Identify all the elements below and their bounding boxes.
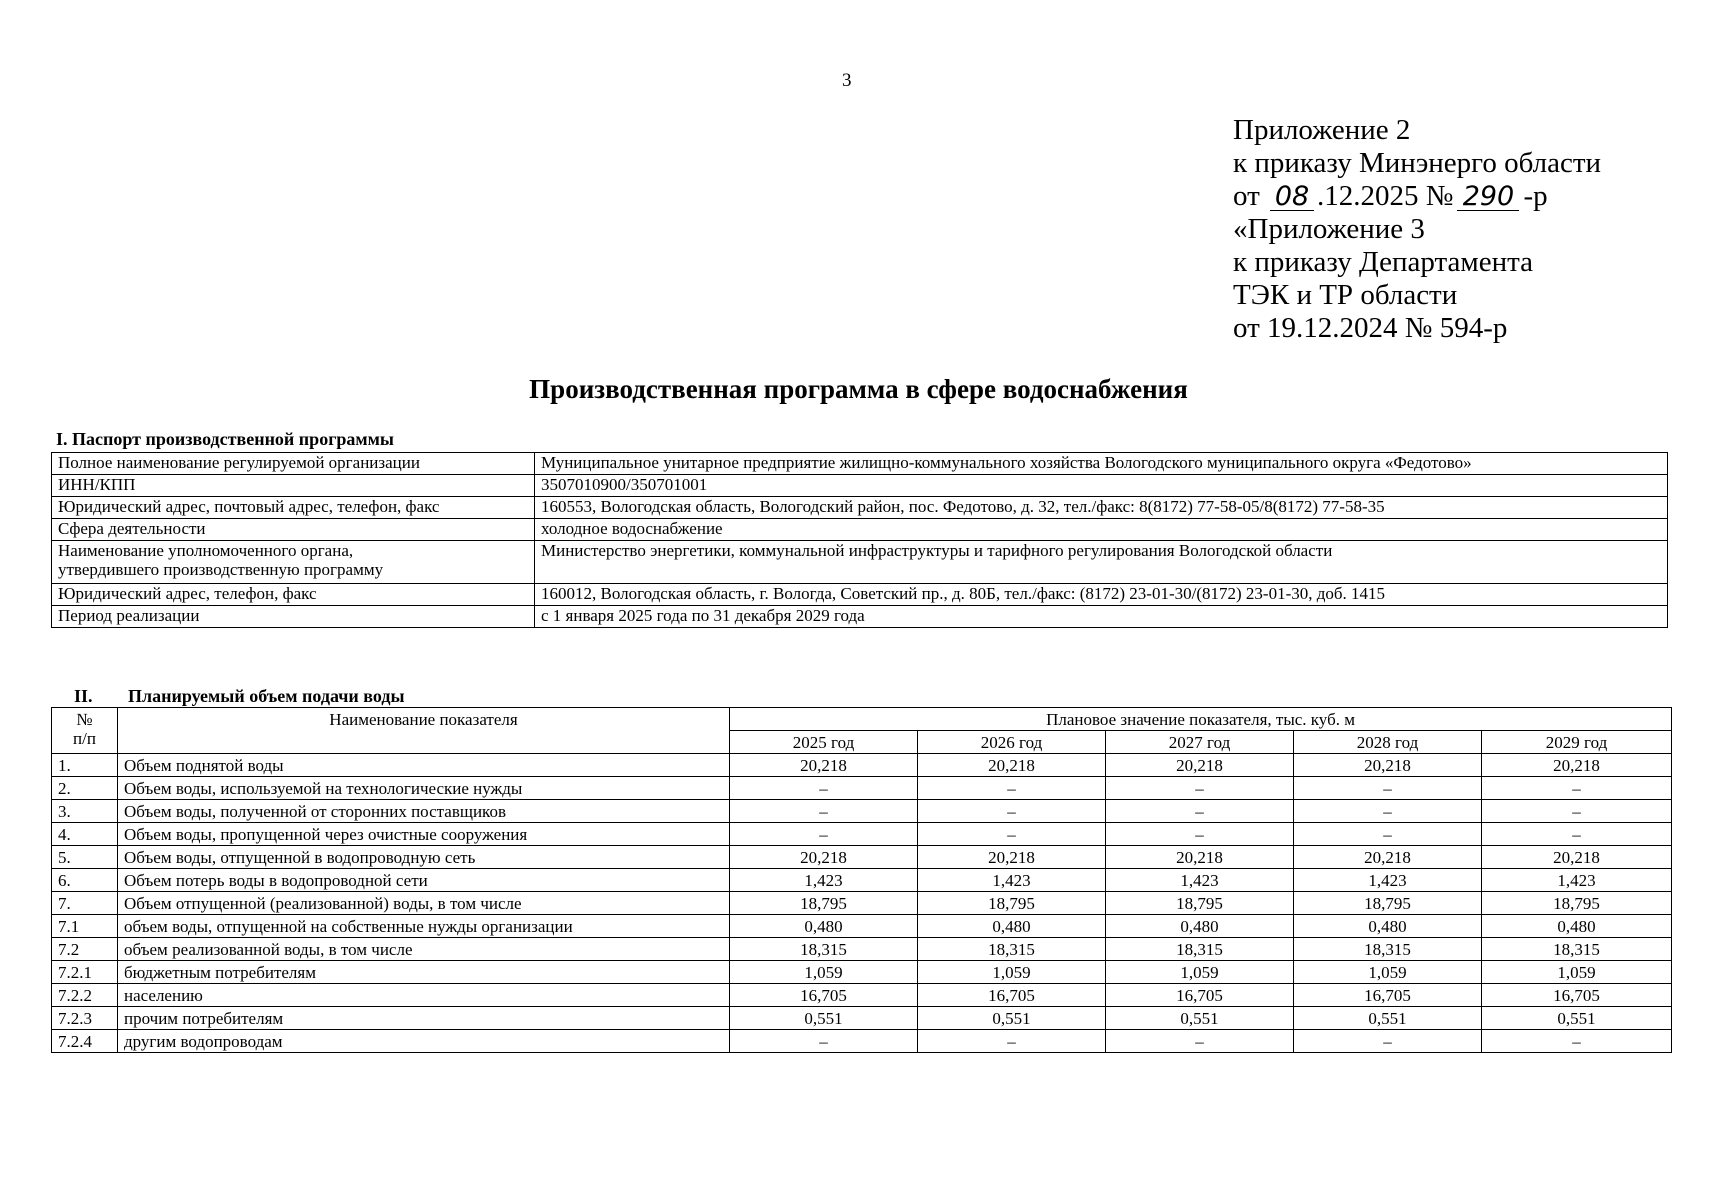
passport-key: ИНН/КПП [52,475,535,497]
row-number: 1. [52,754,118,777]
column-header-year: 2025 год [730,731,918,754]
indicator-value: 0,480 [918,915,1106,938]
indicator-value: 1,423 [1482,869,1672,892]
passport-value: с 1 января 2025 года по 31 декабря 2029 года [535,606,1668,628]
passport-value: 3507010900/350701001 [535,475,1668,497]
indicator-value: 18,795 [1482,892,1672,915]
section-title-text: Планируемый объем подачи воды [128,686,405,706]
indicator-name: Объем воды, пропущенной через очистные сооружения [118,823,730,846]
passport-value: холодное водоснабжение [535,519,1668,541]
indicator-value: 20,218 [1106,846,1294,869]
indicator-value: 16,705 [1482,984,1672,1007]
indicator-value: 0,551 [730,1007,918,1030]
passport-value: 160553, Вологодская область, Вологодский район, пос. Федотово, д. 32, тел./факс: 8(8172) 77-58-05/8(8172) 77-58-35 [535,497,1668,519]
indicator-name: Объем отпущенной (реализованной) воды, в том числе [118,892,730,915]
indicator-value: 16,705 [730,984,918,1007]
indicator-value: – [1482,823,1672,846]
indicator-value: – [1294,823,1482,846]
table-row [52,892,1672,915]
indicator-name: Объем воды, используемой на технологические нужды [118,777,730,800]
indicator-value: 1,423 [730,869,918,892]
indicator-value: – [1482,1030,1672,1053]
indicator-value: 1,423 [1106,869,1294,892]
indicator-value: – [918,823,1106,846]
appendix-order-date-line [1233,180,1601,213]
table-row [52,1007,1672,1030]
table-row [52,961,1672,984]
indicator-value: 20,218 [1482,846,1672,869]
indicator-value: 0,551 [918,1007,1106,1030]
table-header-row [52,708,1672,731]
indicator-value: – [1106,823,1294,846]
passport-value: 160012, Вологодская область, г. Вологда, Советский пр., д. 80Б, тел./факс: (8172) 23-01-30/(8172) 23-01-30, доб. 1415 [535,584,1668,606]
indicator-value: – [918,1030,1106,1053]
indicator-value: 18,795 [1106,892,1294,915]
passport-value: Министерство энергетики, коммунальной инфраструктуры и тарифного регулирования Вологодской области [535,541,1668,584]
indicator-value: 20,218 [1106,754,1294,777]
column-header-year: 2027 год [1106,731,1294,754]
document-title: Производственная программа в сфере водоснабжения [529,374,1188,404]
column-header-indicator: Наименование показателя [118,708,730,754]
section-volume-heading [74,686,405,707]
indicator-value: 18,315 [1106,938,1294,961]
table-row [52,519,1668,541]
table-row [52,1030,1672,1053]
indicator-value: 0,480 [1106,915,1294,938]
indicator-value: 1,059 [730,961,918,984]
appendix-line: ТЭК и ТР области [1233,279,1458,311]
table-row [52,984,1672,1007]
indicator-value: – [1294,800,1482,823]
water-volume-table [51,707,1672,1053]
passport-key: Сфера деятельности [52,519,535,541]
indicator-name: другим водопроводам [118,1030,730,1053]
row-number: 2. [52,777,118,800]
row-number: 7.1 [52,915,118,938]
table-row [52,823,1672,846]
indicator-value: 1,059 [1294,961,1482,984]
row-number: 7.2.2 [52,984,118,1007]
indicator-value: – [1482,777,1672,800]
table-row [52,584,1668,606]
passport-key-line: Наименование уполномоченного органа, [58,541,354,560]
passport-value: Муниципальное унитарное предприятие жилищно-коммунального хозяйства Вологодского муниципального округа «Федотово» [535,453,1668,475]
handwritten-day: 08 [1270,184,1314,211]
indicator-value: 16,705 [918,984,1106,1007]
passport-key: Период реализации [52,606,535,628]
indicator-value: – [730,777,918,800]
indicator-value: 0,551 [1294,1007,1482,1030]
indicator-name: населению [118,984,730,1007]
indicator-value: – [918,800,1106,823]
indicator-value: 0,551 [1482,1007,1672,1030]
passport-key: Юридический адрес, почтовый адрес, телефон, факс [52,497,535,519]
row-number: 6. [52,869,118,892]
passport-table [51,452,1668,628]
section-passport-heading: I. Паспорт производственной программы [56,429,394,449]
passport-key-line: утвердившего производственную программу [58,560,384,579]
indicator-value: 0,480 [730,915,918,938]
indicator-value: – [1294,777,1482,800]
indicator-value: – [1294,1030,1482,1053]
indicator-value: 18,315 [1294,938,1482,961]
table-row [52,869,1672,892]
indicator-value: 0,480 [1294,915,1482,938]
header-line: № [76,710,93,729]
indicator-value: 0,480 [1482,915,1672,938]
column-header-year: 2028 год [1294,731,1482,754]
indicator-value: – [1106,777,1294,800]
row-number: 3. [52,800,118,823]
indicator-value: 18,795 [1294,892,1482,915]
indicator-name: объем реализованной воды, в том числе [118,938,730,961]
indicator-value: 1,059 [918,961,1106,984]
appendix-line: к приказу Департамента [1233,246,1534,278]
table-row [52,938,1672,961]
row-number: 7.2.4 [52,1030,118,1053]
indicator-value: – [730,800,918,823]
passport-key: Полное наименование регулируемой организации [52,453,535,475]
column-header-plan: Плановое значение показателя, тыс. куб. м [730,708,1672,731]
appendix-block [1233,114,1601,345]
indicator-value: – [730,823,918,846]
appendix-line: к приказу Минэнерго области [1233,147,1602,179]
section-number: II. [74,686,93,706]
indicator-value: 20,218 [1294,754,1482,777]
row-number: 7.2 [52,938,118,961]
handwritten-order-number: 290 [1457,184,1519,211]
table-body [52,754,1672,1053]
table-row [52,453,1668,475]
row-number: 7.2.3 [52,1007,118,1030]
indicator-value: 16,705 [1294,984,1482,1007]
indicator-name: Объем воды, отпущенной в водопроводную сеть [118,846,730,869]
indicator-value: 16,705 [1106,984,1294,1007]
indicator-value: 1,423 [918,869,1106,892]
row-number: 5. [52,846,118,869]
header-line: п/п [73,729,96,748]
row-number: 7. [52,892,118,915]
indicator-value: 20,218 [730,846,918,869]
indicator-name: прочим потребителям [118,1007,730,1030]
indicator-value: 1,059 [1106,961,1294,984]
table-row [52,846,1672,869]
appendix-line: «Приложение 3 [1233,213,1425,245]
indicator-value: 18,795 [918,892,1106,915]
table-row [52,541,1668,584]
indicator-name: Объем потерь воды в водопроводной сети [118,869,730,892]
indicator-name: Объем воды, полученной от сторонних поставщиков [118,800,730,823]
indicator-value: 18,315 [1482,938,1672,961]
appendix-line: от 19.12.2024 № 594-р [1233,312,1508,344]
table-row [52,497,1668,519]
indicator-value: 1,423 [1294,869,1482,892]
indicator-name: объем воды, отпущенной на собственные нужды организации [118,915,730,938]
appendix-text: от [1233,180,1260,212]
table-row [52,754,1672,777]
table-row [52,915,1672,938]
table-row [52,800,1672,823]
indicator-value: – [918,777,1106,800]
column-header-year: 2026 год [918,731,1106,754]
indicator-value: 20,218 [1482,754,1672,777]
indicator-value: – [730,1030,918,1053]
indicator-value: 20,218 [918,846,1106,869]
indicator-value: 0,551 [1106,1007,1294,1030]
table-row [52,777,1672,800]
column-header-number [52,708,118,754]
indicator-value: 20,218 [1294,846,1482,869]
page-number: 3 [842,70,852,91]
table-row [52,475,1668,497]
indicator-name: Объем поднятой воды [118,754,730,777]
indicator-value: 20,218 [918,754,1106,777]
indicator-value: – [1482,800,1672,823]
passport-key: Юридический адрес, телефон, факс [52,584,535,606]
indicator-value: 20,218 [730,754,918,777]
indicator-value: 1,059 [1482,961,1672,984]
indicator-value: – [1106,800,1294,823]
indicator-value: 18,315 [918,938,1106,961]
indicator-value: 18,795 [730,892,918,915]
table-row [52,606,1668,628]
appendix-text: .12.2025 № [1317,180,1454,212]
passport-key [52,541,535,584]
appendix-text: -р [1523,180,1548,212]
row-number: 7.2.1 [52,961,118,984]
indicator-value: 18,315 [730,938,918,961]
column-header-year: 2029 год [1482,731,1672,754]
indicator-name: бюджетным потребителям [118,961,730,984]
row-number: 4. [52,823,118,846]
appendix-line: Приложение 2 [1233,114,1411,146]
indicator-value: – [1106,1030,1294,1053]
